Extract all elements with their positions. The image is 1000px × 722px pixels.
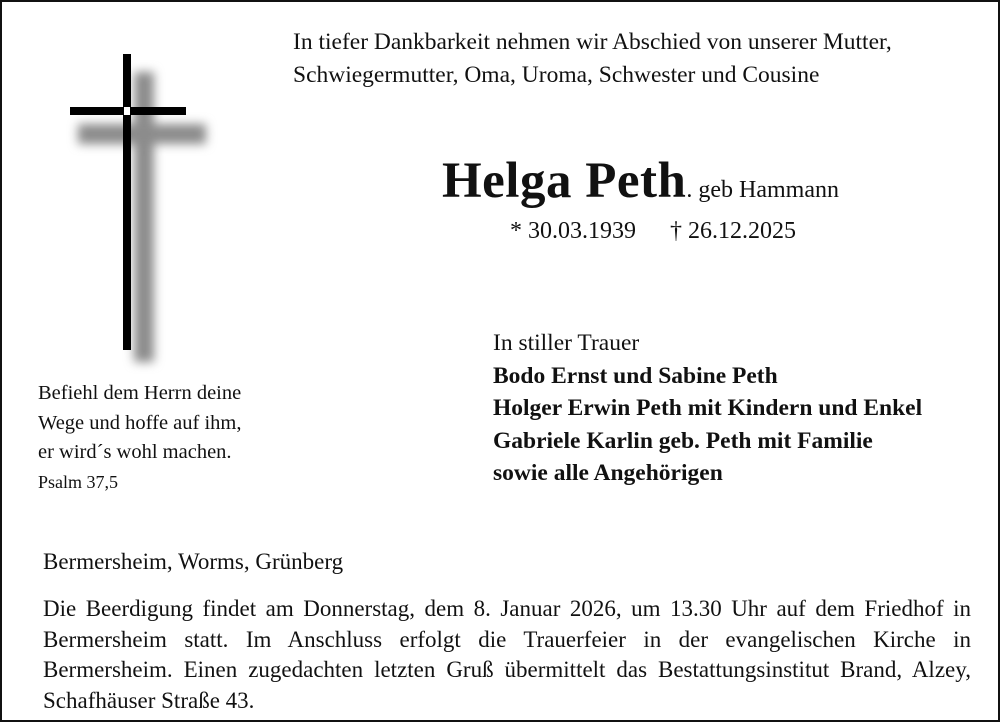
mourner-family: Bodo Ernst und Sabine Peth xyxy=(493,362,778,389)
verse-line: Befiehl dem Herrn deine xyxy=(38,382,242,404)
mourner-family: Gabriele Karlin geb. Peth mit Familie xyxy=(493,427,873,454)
mourners-lead: In stiller Trauer xyxy=(493,330,640,356)
cross-beam-vertical xyxy=(123,54,131,350)
cross-shadow-vertical xyxy=(134,72,154,362)
deceased-name: Helga Peth xyxy=(442,153,687,209)
death-date: † 26.12.2025 xyxy=(670,218,796,244)
cross-shadow-horizontal xyxy=(78,124,206,144)
mourner-family: sowie alle Angehörigen xyxy=(493,460,723,486)
places-line: Bermersheim, Worms, Grünberg xyxy=(43,549,344,574)
verse-line: er wird´s wohl machen. xyxy=(38,441,232,463)
intro-text: In tiefer Dankbarkeit nehmen wir Abschied von unserer Mutter, Schwiegermutter, Oma, Uroma, Schwester und Cousine xyxy=(293,29,892,88)
bible-verse xyxy=(38,379,241,497)
verse-reference: Psalm 37,5 xyxy=(38,471,119,492)
cross-highlight xyxy=(124,107,130,115)
deceased-name-line xyxy=(442,152,839,210)
funeral-details: Die Beerdigung findet am Donnerstag, dem 8. Januar 2026, um 13.30 Uhr auf dem Friedhof in Bermersheim statt. Im Anschluss erfolgt die Trauerfeier in der evangelischen Kirche in Bermersheim. Einen zugedachten letzten Gruß übermittelt das Bestattungsinstitut Brand, Alzey, Schafhäuser Straße 43. xyxy=(43,596,971,713)
maiden-name: . geb Hammann xyxy=(686,177,839,203)
mourners-block xyxy=(493,327,922,490)
mourner-family: Holger Erwin Peth mit Kindern und Enkel xyxy=(493,395,923,421)
birth-date: * 30.03.1939 xyxy=(510,218,636,244)
life-dates xyxy=(510,218,796,245)
verse-line: Wege und hoffe auf ihm, xyxy=(38,411,242,434)
